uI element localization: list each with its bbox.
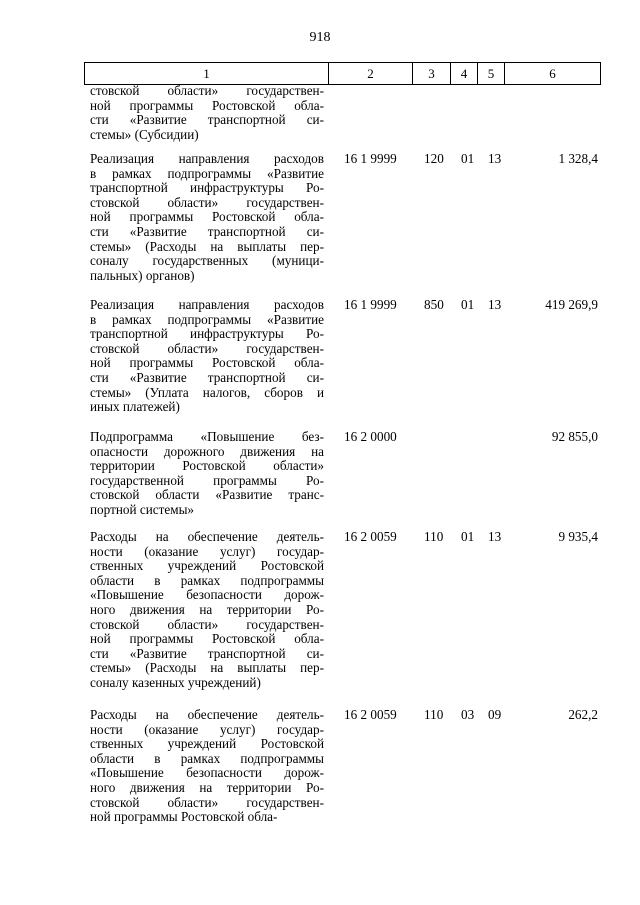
description-line: иных платежей) <box>90 399 180 415</box>
description-line: портной системы» <box>90 501 195 517</box>
section-code: 01 <box>461 529 475 544</box>
section-code: 03 <box>461 707 475 722</box>
description-line: ственных учреждений Ростовской <box>90 558 324 574</box>
description-line: территории Ростовской области» <box>90 458 324 474</box>
amount-value: 262,2 <box>568 707 598 722</box>
header-col-3: 3 <box>413 63 451 85</box>
description-line: сти «Развитие транспортной си- <box>90 369 324 385</box>
row-description <box>90 298 324 415</box>
description-line: стовской области» государствен- <box>90 194 324 210</box>
description-line: «Повышение безопасности дорож- <box>90 765 324 781</box>
description-line: стовской области «Развитие транс- <box>90 487 324 503</box>
amount-value: 1 328,4 <box>558 151 598 166</box>
row-description <box>90 708 324 825</box>
expense-type-code: 120 <box>424 151 444 166</box>
description-line: сти «Развитие транспортной си- <box>90 645 324 661</box>
row-description <box>90 84 324 142</box>
amount-value: 9 935,4 <box>558 529 598 544</box>
description-line: опасности дорожного движения на <box>90 443 324 459</box>
description-line: ной программы Ростовской обла- <box>90 209 324 225</box>
header-col-6: 6 <box>505 63 601 85</box>
description-line: области в рамках подпрограммы <box>90 750 324 766</box>
description-line: в рамках подпрограммы «Развитие <box>90 311 324 327</box>
description-line: стемы» (Субсидии) <box>90 126 199 142</box>
description-line: ного движения на территории Ро- <box>90 779 324 795</box>
amount-value: 92 855,0 <box>551 429 598 444</box>
description-line: ной программы Ростовской обла- <box>90 809 278 825</box>
row-description <box>90 530 324 691</box>
description-line: Расходы на обеспечение деятель- <box>90 529 324 544</box>
expense-type-code: 110 <box>424 707 444 722</box>
subsection-code: 13 <box>488 297 502 312</box>
description-line: сти «Развитие транспортной си- <box>90 223 324 239</box>
target-article-code: 16 2 0000 <box>344 429 397 444</box>
target-article-code: 16 1 9999 <box>344 297 397 312</box>
description-line: стемы» (Расходы на выплаты пер- <box>90 238 324 254</box>
description-line: стовской области» государствен- <box>90 340 324 356</box>
description-line: стовской области» государствен- <box>90 83 324 98</box>
page-number: 918 <box>309 30 331 45</box>
description-line: ного движения на территории Ро- <box>90 601 324 617</box>
header-col-4: 4 <box>451 63 478 85</box>
subsection-code: 09 <box>488 707 502 722</box>
row-description <box>90 430 324 518</box>
header-col-5: 5 <box>478 63 505 85</box>
description-line: стемы» (Расходы на выплаты пер- <box>90 660 324 676</box>
description-line: соналу казенных учреждений) <box>90 674 261 690</box>
description-line: ной программы Ростовской обла- <box>90 97 324 113</box>
header-col-2: 2 <box>329 63 413 85</box>
description-line: пальных) органов) <box>90 267 195 283</box>
description-line: ности (оказание услуг) государ- <box>90 543 324 559</box>
header-col-1: 1 <box>85 63 329 85</box>
description-line: в рамках подпрограммы «Развитие <box>90 165 324 181</box>
description-line: ной программы Ростовской обла- <box>90 631 324 647</box>
subsection-code: 13 <box>488 529 502 544</box>
target-article-code: 16 1 9999 <box>344 151 397 166</box>
target-article-code: 16 2 0059 <box>344 529 397 544</box>
description-line: области в рамках подпрограммы <box>90 572 324 588</box>
description-line: ной программы Ростовской обла- <box>90 355 324 371</box>
description-line: транспортной инфраструктуры Ро- <box>90 326 324 342</box>
row-description <box>90 152 324 283</box>
column-header-row <box>84 62 601 85</box>
description-line: государственной программы Ро- <box>90 472 324 488</box>
description-line: сти «Развитие транспортной си- <box>90 112 324 128</box>
section-code: 01 <box>461 151 475 166</box>
description-line: Подпрограмма «Повышение без- <box>90 429 324 444</box>
description-line: Расходы на обеспечение деятель- <box>90 707 324 722</box>
expense-type-code: 110 <box>424 529 444 544</box>
expense-type-code: 850 <box>424 297 444 312</box>
description-line: Реализация направления расходов <box>90 151 324 166</box>
description-line: стовской области» государствен- <box>90 794 324 810</box>
description-line: ности (оказание услуг) государ- <box>90 721 324 737</box>
amount-value: 419 269,9 <box>545 297 598 312</box>
section-code: 01 <box>461 297 475 312</box>
subsection-code: 13 <box>488 151 502 166</box>
description-line: ственных учреждений Ростовской <box>90 736 324 752</box>
description-line: стемы» (Уплата налогов, сборов и <box>90 384 324 400</box>
description-line: Реализация направления расходов <box>90 297 324 312</box>
target-article-code: 16 2 0059 <box>344 707 397 722</box>
description-line: «Повышение безопасности дорож- <box>90 587 324 603</box>
description-line: стовской области» государствен- <box>90 616 324 632</box>
description-line: транспортной инфраструктуры Ро- <box>90 180 324 196</box>
description-line: соналу государственных (муници- <box>90 253 324 269</box>
